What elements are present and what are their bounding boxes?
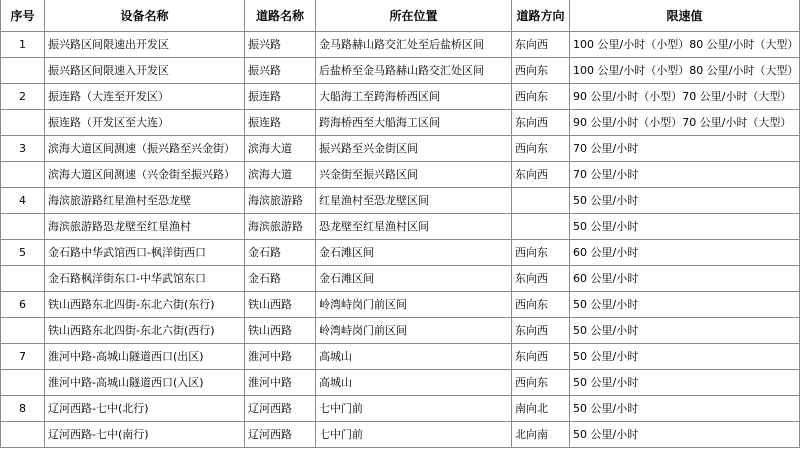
cell-device-name: 振连路（开发区至大连） — [45, 110, 245, 136]
table-row — [1, 214, 800, 240]
header-seq: 序号 — [1, 0, 45, 32]
cell-road-name: 振连路 — [245, 84, 316, 110]
cell-seq — [1, 318, 45, 344]
cell-location: 大船海工至跨海桥西区间 — [316, 84, 512, 110]
table-row — [1, 422, 800, 448]
table-row — [1, 240, 800, 266]
cell-speed-limit: 50 公里/小时 — [570, 214, 800, 240]
cell-road-name: 振兴路 — [245, 32, 316, 58]
cell-location: 红星渔村至恐龙壁区间 — [316, 188, 512, 214]
cell-road-name: 淮河中路 — [245, 370, 316, 396]
cell-speed-limit: 90 公里/小时（小型）70 公里/小时（大型） — [570, 84, 800, 110]
cell-direction: 东向西 — [512, 344, 570, 370]
cell-location: 岭湾峙岗门前区间 — [316, 318, 512, 344]
cell-road-name: 铁山西路 — [245, 292, 316, 318]
cell-seq — [1, 214, 45, 240]
header-location: 所在位置 — [316, 0, 512, 32]
cell-device-name: 滨海大道区间测速（振兴路至兴金街） — [45, 136, 245, 162]
cell-direction: 东向西 — [512, 318, 570, 344]
cell-device-name: 滨海大道区间测速（兴金街至振兴路） — [45, 162, 245, 188]
cell-speed-limit: 70 公里/小时 — [570, 162, 800, 188]
cell-seq — [1, 58, 45, 84]
cell-road-name: 金石路 — [245, 240, 316, 266]
cell-location: 恐龙壁至红星渔村区间 — [316, 214, 512, 240]
cell-location: 岭湾峙岗门前区间 — [316, 292, 512, 318]
cell-device-name: 海滨旅游路恐龙壁至红星渔村 — [45, 214, 245, 240]
cell-device-name: 淮河中路-高城山隧道西口(出区) — [45, 344, 245, 370]
cell-location: 振兴路至兴金街区间 — [316, 136, 512, 162]
cell-location: 兴金街至振兴路区间 — [316, 162, 512, 188]
cell-location: 金石滩区间 — [316, 240, 512, 266]
cell-seq: 1 — [1, 32, 45, 58]
cell-device-name: 铁山西路东北四街-东北六街(东行) — [45, 292, 245, 318]
cell-direction: 西向东 — [512, 84, 570, 110]
cell-direction: 西向东 — [512, 292, 570, 318]
cell-speed-limit: 50 公里/小时 — [570, 344, 800, 370]
cell-seq: 6 — [1, 292, 45, 318]
cell-direction: 东向西 — [512, 32, 570, 58]
cell-speed-limit: 50 公里/小时 — [570, 396, 800, 422]
table-row — [1, 188, 800, 214]
table-row — [1, 84, 800, 110]
header-road-name: 道路名称 — [245, 0, 316, 32]
cell-speed-limit: 60 公里/小时 — [570, 240, 800, 266]
cell-road-name: 滨海大道 — [245, 162, 316, 188]
cell-speed-limit: 50 公里/小时 — [570, 422, 800, 448]
cell-speed-limit: 50 公里/小时 — [570, 188, 800, 214]
cell-location: 跨海桥西至大船海工区间 — [316, 110, 512, 136]
cell-road-name: 铁山西路 — [245, 318, 316, 344]
cell-seq — [1, 370, 45, 396]
header-row — [1, 0, 800, 32]
cell-location: 七中门前 — [316, 422, 512, 448]
cell-speed-limit: 100 公里/小时（小型）80 公里/小时（大型） — [570, 32, 800, 58]
table-row — [1, 318, 800, 344]
header-speed-limit: 限速值 — [570, 0, 800, 32]
cell-device-name: 铁山西路东北四街-东北六街(西行) — [45, 318, 245, 344]
cell-direction: 东向西 — [512, 110, 570, 136]
cell-speed-limit: 100 公里/小时（小型）80 公里/小时（大型） — [570, 58, 800, 84]
cell-device-name: 淮河中路-高城山隧道西口(入区) — [45, 370, 245, 396]
cell-seq — [1, 110, 45, 136]
cell-road-name: 淮河中路 — [245, 344, 316, 370]
cell-speed-limit: 70 公里/小时 — [570, 136, 800, 162]
cell-speed-limit: 50 公里/小时 — [570, 370, 800, 396]
cell-road-name: 海滨旅游路 — [245, 188, 316, 214]
cell-seq — [1, 162, 45, 188]
table-row — [1, 32, 800, 58]
cell-device-name: 振兴路区间限速入开发区 — [45, 58, 245, 84]
cell-direction: 西向东 — [512, 136, 570, 162]
cell-seq: 4 — [1, 188, 45, 214]
cell-seq: 5 — [1, 240, 45, 266]
cell-road-name: 海滨旅游路 — [245, 214, 316, 240]
cell-direction: 东向西 — [512, 266, 570, 292]
cell-direction — [512, 188, 570, 214]
cell-device-name: 金石路枫洋街东口-中华武馆东口 — [45, 266, 245, 292]
cell-direction: 西向东 — [512, 370, 570, 396]
table-row — [1, 396, 800, 422]
cell-seq: 3 — [1, 136, 45, 162]
table-row — [1, 370, 800, 396]
cell-road-name: 振兴路 — [245, 58, 316, 84]
cell-road-name: 振连路 — [245, 110, 316, 136]
cell-road-name: 辽河西路 — [245, 396, 316, 422]
cell-road-name: 金石路 — [245, 266, 316, 292]
cell-speed-limit: 90 公里/小时（小型）70 公里/小时（大型） — [570, 110, 800, 136]
cell-direction — [512, 214, 570, 240]
cell-device-name: 金石路中华武馆西口-枫洋街西口 — [45, 240, 245, 266]
cell-direction: 西向东 — [512, 240, 570, 266]
cell-direction: 南向北 — [512, 396, 570, 422]
table-row — [1, 110, 800, 136]
cell-seq — [1, 266, 45, 292]
cell-speed-limit: 50 公里/小时 — [570, 292, 800, 318]
cell-device-name: 海滨旅游路红星渔村至恐龙壁 — [45, 188, 245, 214]
cell-location: 高城山 — [316, 370, 512, 396]
cell-device-name: 辽河西路-七中(南行) — [45, 422, 245, 448]
cell-location: 七中门前 — [316, 396, 512, 422]
cell-seq — [1, 422, 45, 448]
cell-road-name: 辽河西路 — [245, 422, 316, 448]
cell-device-name: 振兴路区间限速出开发区 — [45, 32, 245, 58]
table-row — [1, 266, 800, 292]
cell-road-name: 滨海大道 — [245, 136, 316, 162]
header-direction: 道路方向 — [512, 0, 570, 32]
table-row — [1, 136, 800, 162]
table-row — [1, 58, 800, 84]
cell-device-name: 辽河西路-七中(北行) — [45, 396, 245, 422]
table-row — [1, 344, 800, 370]
cell-direction: 西向东 — [512, 58, 570, 84]
cell-direction: 北向南 — [512, 422, 570, 448]
table-row — [1, 162, 800, 188]
cell-speed-limit: 60 公里/小时 — [570, 266, 800, 292]
cell-speed-limit: 50 公里/小时 — [570, 318, 800, 344]
cell-seq: 7 — [1, 344, 45, 370]
header-device-name: 设备名称 — [45, 0, 245, 32]
cell-location: 金石滩区间 — [316, 266, 512, 292]
cell-location: 高城山 — [316, 344, 512, 370]
table-row — [1, 292, 800, 318]
table-body — [1, 32, 800, 448]
cell-location: 金马路赫山路交汇处至后盐桥区间 — [316, 32, 512, 58]
cell-seq: 2 — [1, 84, 45, 110]
cell-device-name: 振连路（大连至开发区） — [45, 84, 245, 110]
cell-direction: 东向西 — [512, 162, 570, 188]
cell-location: 后盐桥至金马路赫山路交汇处区间 — [316, 58, 512, 84]
cell-seq: 8 — [1, 396, 45, 422]
